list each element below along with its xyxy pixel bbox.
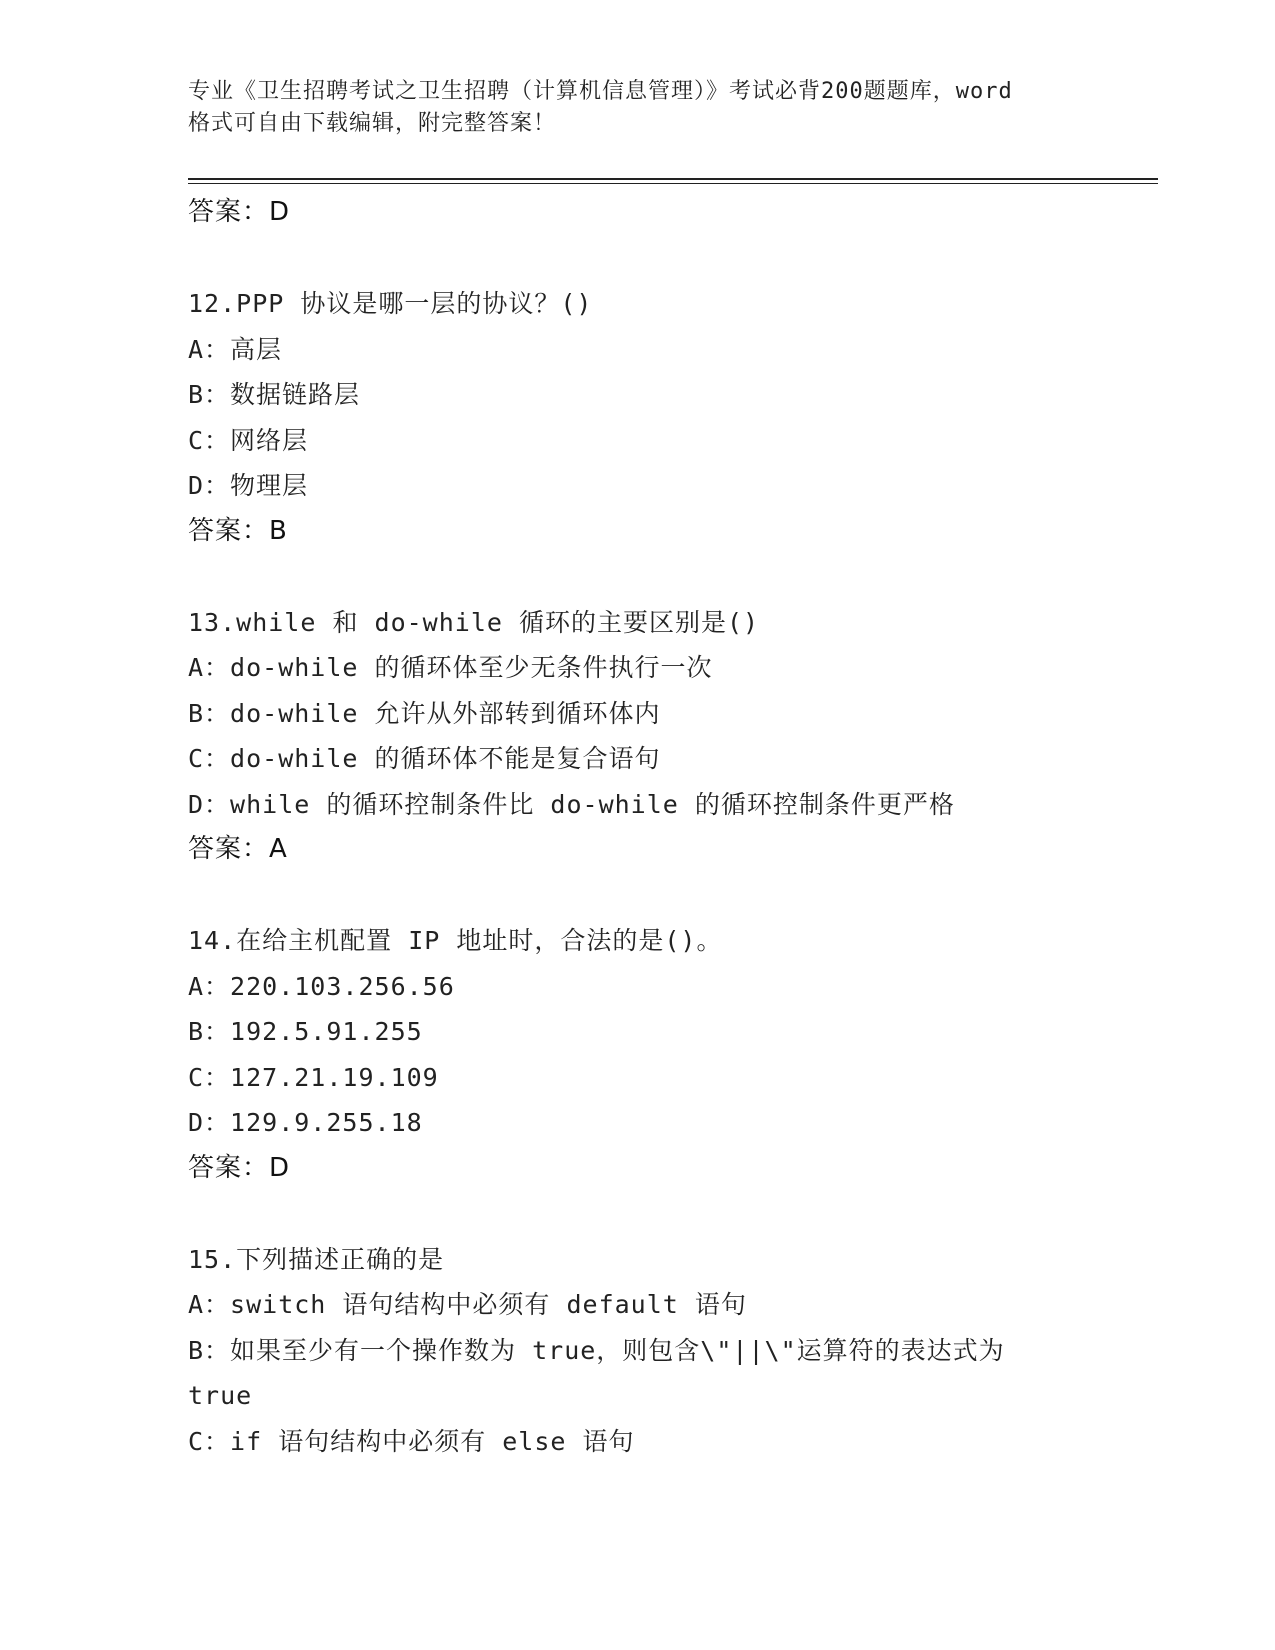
spacer <box>188 554 1148 600</box>
question-stem: 12.PPP 协议是哪一层的协议？() <box>188 289 593 318</box>
option-d: D：129.9.255.18 <box>188 1108 423 1137</box>
option-b: B：do-while 允许从外部转到循环体内 <box>188 698 661 728</box>
previous-answer: 答案：D <box>188 197 291 227</box>
question-answer: 答案：D <box>188 1152 291 1183</box>
header-rule-thin <box>188 183 1158 184</box>
question-answer: 答案：B <box>188 515 288 546</box>
option-c: C：if 语句结构中必须有 else 语句 <box>188 1426 635 1456</box>
header-rule-thick <box>188 178 1158 180</box>
option-c: C：do-while 的循环体不能是复合语句 <box>188 744 661 773</box>
header-line-1: 专业《卫生招聘考试之卫生招聘（计算机信息管理）》考试必背200题题库，word <box>188 79 1013 104</box>
question-12 <box>188 281 1148 554</box>
option-b-continued: true <box>188 1381 253 1410</box>
spacer <box>188 1191 1148 1237</box>
option-d: D：物理层 <box>188 471 309 500</box>
question-stem: 15.下列描述正确的是 <box>188 1244 445 1274</box>
question-14 <box>188 918 1148 1191</box>
question-list <box>188 190 1148 1464</box>
option-d: D：while 的循环控制条件比 do-while 的循环控制条件更严格 <box>188 789 955 819</box>
spacer <box>188 236 1148 282</box>
question-answer: 答案：A <box>188 834 288 864</box>
question-13 <box>188 600 1148 873</box>
option-b: B：如果至少有一个操作数为 true，则包含\"||\"运算符的表达式为 <box>188 1335 1005 1365</box>
option-b: B：192.5.91.255 <box>188 1017 423 1046</box>
option-b: B：数据链路层 <box>188 380 361 409</box>
question-stem: 14.在给主机配置 IP 地址时，合法的是()。 <box>188 926 723 955</box>
option-c: C：网络层 <box>188 425 309 455</box>
document-header <box>188 76 1088 140</box>
spacer <box>188 873 1148 919</box>
option-a: A：do-while 的循环体至少无条件执行一次 <box>188 653 713 682</box>
option-c: C：127.21.19.109 <box>188 1062 439 1092</box>
option-a: A：高层 <box>188 334 283 364</box>
question-15 <box>188 1237 1148 1465</box>
question-stem: 13.while 和 do-while 循环的主要区别是() <box>188 607 760 637</box>
option-a: A：220.103.256.56 <box>188 971 455 1001</box>
header-line-2: 格式可自由下载编辑，附完整答案！ <box>188 111 557 136</box>
option-a: A：switch 语句结构中必须有 default 语句 <box>188 1290 747 1319</box>
